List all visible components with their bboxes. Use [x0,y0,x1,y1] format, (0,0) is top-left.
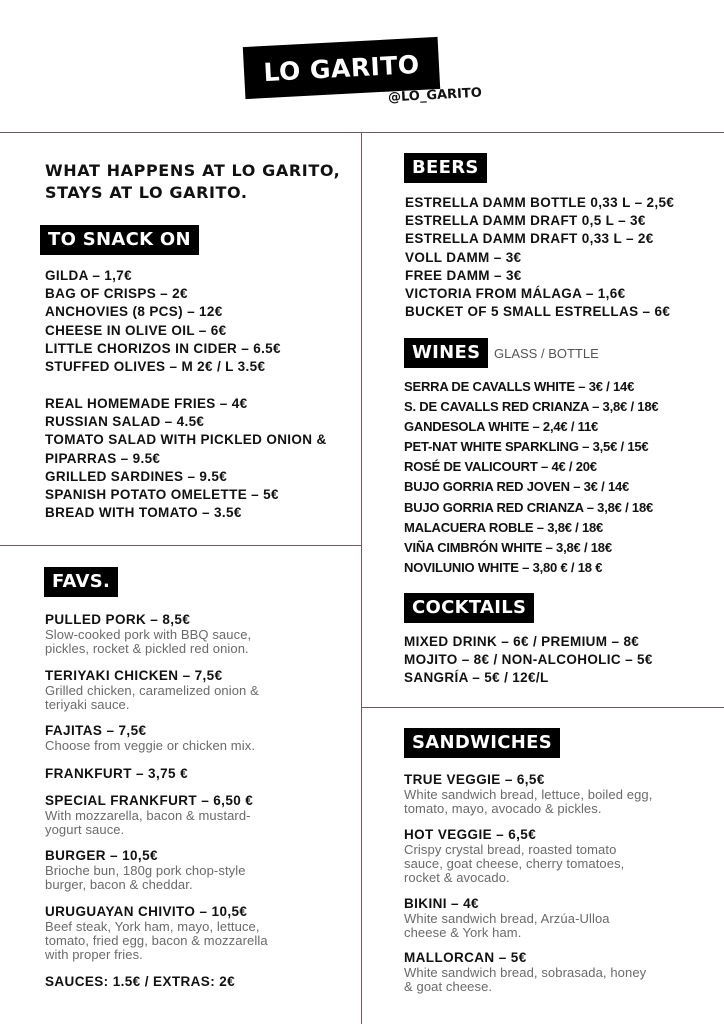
menu-item: GRILLED SARDINES – 9.5€ [45,468,228,484]
menu-item: VOLL DAMM – 3€ [405,249,522,265]
dish-name: BIKINI – 4€ [404,896,479,911]
dish-name: TERIYAKI CHICKEN – 7,5€ [45,668,223,683]
menu-item: ESTRELLA DAMM DRAFT 0,5 L – 3€ [405,213,646,229]
menu-item: FREE DAMM – 3€ [405,267,522,283]
dish-name: FRANKFURT – 3,75 € [45,766,188,781]
tagline-line: STAYS AT LO GARITO. [45,183,248,202]
dish-name: URUGUAYAN CHIVITO – 10,5€ [45,904,248,919]
dish-name: HOT VEGGIE – 6,5€ [404,827,537,842]
dish-description: teriyaki sauce. [45,697,130,712]
dish-description: with proper fries. [45,947,143,962]
menu-item: MALACUERA ROBLE – 3,8€ / 18€ [404,519,604,535]
wine-list [404,377,658,578]
dish-description: White sandwich bread, lettuce, boiled egg, [404,787,653,802]
sandwich-item [404,949,704,994]
dish-name: MALLORCAN – 5€ [404,950,527,965]
tagline [45,160,340,204]
section-title-cocktails: COCKTAILS [404,593,534,623]
menu-item: BUCKET OF 5 SMALL ESTRELLAS – 6€ [405,304,671,320]
dish-description: With mozzarella, bacon & mustard- [45,808,251,823]
section-title-snack: TO SNACK ON [40,225,199,255]
dish-description: yogurt sauce. [45,822,125,837]
wines-subtitle: GLASS / BOTTLE [494,346,599,361]
dish-description: rocket & avocado. [404,870,510,885]
dish-description: & goat cheese. [404,979,493,994]
dish-name: FAJITAS – 7,5€ [45,723,147,738]
dish-description: burger, bacon & cheddar. [45,877,193,892]
left-section-divider [0,545,361,546]
right-section-divider [361,707,724,708]
menu-item: SERRA DE CAVALLS WHITE – 3€ / 14€ [404,379,635,394]
dish-name: PULLED PORK – 8,5€ [45,612,191,627]
menu-item: BUJO GORRIA RED CRIANZA – 3,8€ / 18€ [404,499,654,515]
dish-item [45,667,345,712]
dish-description: tomato, fried egg, bacon & mozzarella [45,933,268,948]
snack-list-2 [45,395,327,522]
dish-description: sauce, goat cheese, cherry tomatoes, [404,856,625,871]
menu-item: STUFFED OLIVES – M 2€ / L 3.5€ [45,359,266,375]
menu-item: BAG OF CRISPS – 2€ [45,286,188,302]
dish-item [45,792,345,837]
dish-description: Beef steak, York ham, mayo, lettuce, [45,919,260,934]
beer-list [405,194,674,321]
menu-item: LITTLE CHORIZOS IN CIDER – 6.5€ [45,340,281,356]
dish-item [45,765,345,782]
dish-description: cheese & York ham. [404,925,522,940]
dish-description: Grilled chicken, caramelized onion & [45,683,259,698]
dish-name: BURGER – 10,5€ [45,848,158,863]
dish-description: Slow-cooked pork with BBQ sauce, [45,627,252,642]
menu-item: ESTRELLA DAMM DRAFT 0,33 L – 2€ [405,231,654,247]
menu-item: SPANISH POTATO OMELETTE – 5€ [45,487,279,503]
dish-item [45,722,345,753]
header-divider [0,132,724,133]
dish-item [45,903,345,962]
menu-item: BREAD WITH TOMATO – 3.5€ [45,505,242,521]
dish-item [45,847,345,892]
section-title-wines: WINES [404,338,488,368]
sandwich-item [404,895,704,940]
menu-item: VIÑA CIMBRÓN WHITE – 3,8€ / 18€ [404,539,612,555]
menu-item: VICTORIA FROM MÁLAGA – 1,6€ [405,286,626,302]
section-title-favs: FAVS. [44,567,118,597]
dish-name: SPECIAL FRANKFURT – 6,50 € [45,793,254,808]
menu-item: GANDESOLA WHITE – 2,4€ / 11€ [404,419,599,435]
menu-item: MOJITO – 8€ / NON-ALCOHOLIC – 5€ [404,652,653,668]
dish-item [45,611,345,656]
menu-item: GILDA – 1,7€ [45,268,132,283]
cocktail-list [404,633,653,688]
menu-item: REAL HOMEMADE FRIES – 4€ [45,396,248,411]
sandwich-item [404,771,704,816]
column-divider [361,132,362,1024]
tagline-line: WHAT HAPPENS AT LO GARITO, [45,161,341,180]
menu-item: NOVILUNIO WHITE – 3,80 € / 18 € [404,559,603,575]
dish-name: SAUCES: 1.5€ / EXTRAS: 2€ [45,974,236,989]
menu-item: MIXED DRINK – 6€ / PREMIUM – 8€ [404,634,640,649]
menu-item: ESTRELLA DAMM BOTTLE 0,33 L – 2,5€ [405,195,675,210]
dish-description: tomato, mayo, avocado & pickles. [404,801,602,816]
dish-description: White sandwich bread, Arzúa-Ulloa [404,911,610,926]
menu-item: ROSÉ DE VALICOURT – 4€ / 20€ [404,459,597,475]
section-title-beers: BEERS [404,153,487,183]
logo-title: LO GARITO [262,49,421,87]
menu-item: ANCHOVIES (8 PCS) – 12€ [45,304,223,320]
menu-item: PIPARRAS – 9.5€ [45,450,161,466]
social-handle: @LO_GARITO [387,85,483,106]
dish-description: Brioche bun, 180g pork chop-style [45,863,246,878]
dish-description: pickles, rocket & pickled red onion. [45,641,249,656]
dish-item [45,973,345,990]
menu-item: S. DE CAVALLS RED CRIANZA – 3,8€ / 18€ [404,399,659,415]
dish-description: Choose from veggie or chicken mix. [45,738,256,753]
menu-item: SANGRÍA – 5€ / 12€/L [404,670,549,686]
section-title-sandwiches: SANDWICHES [404,728,560,758]
dish-description: White sandwich bread, sobrasada, honey [404,965,647,980]
menu-item: BUJO GORRIA RED JOVEN – 3€ / 14€ [404,479,630,495]
menu-item: TOMATO SALAD WITH PICKLED ONION & [45,432,327,448]
snack-list-1 [45,267,281,376]
dish-name: TRUE VEGGIE – 6,5€ [404,772,545,787]
sandwich-item [404,826,704,885]
menu-item: RUSSIAN SALAD – 4.5€ [45,414,205,430]
menu-item: CHEESE IN OLIVE OIL – 6€ [45,322,227,338]
dish-description: Crispy crystal bread, roasted tomato [404,842,617,857]
menu-item: PET-NAT WHITE SPARKLING – 3,5€ / 15€ [404,439,649,455]
